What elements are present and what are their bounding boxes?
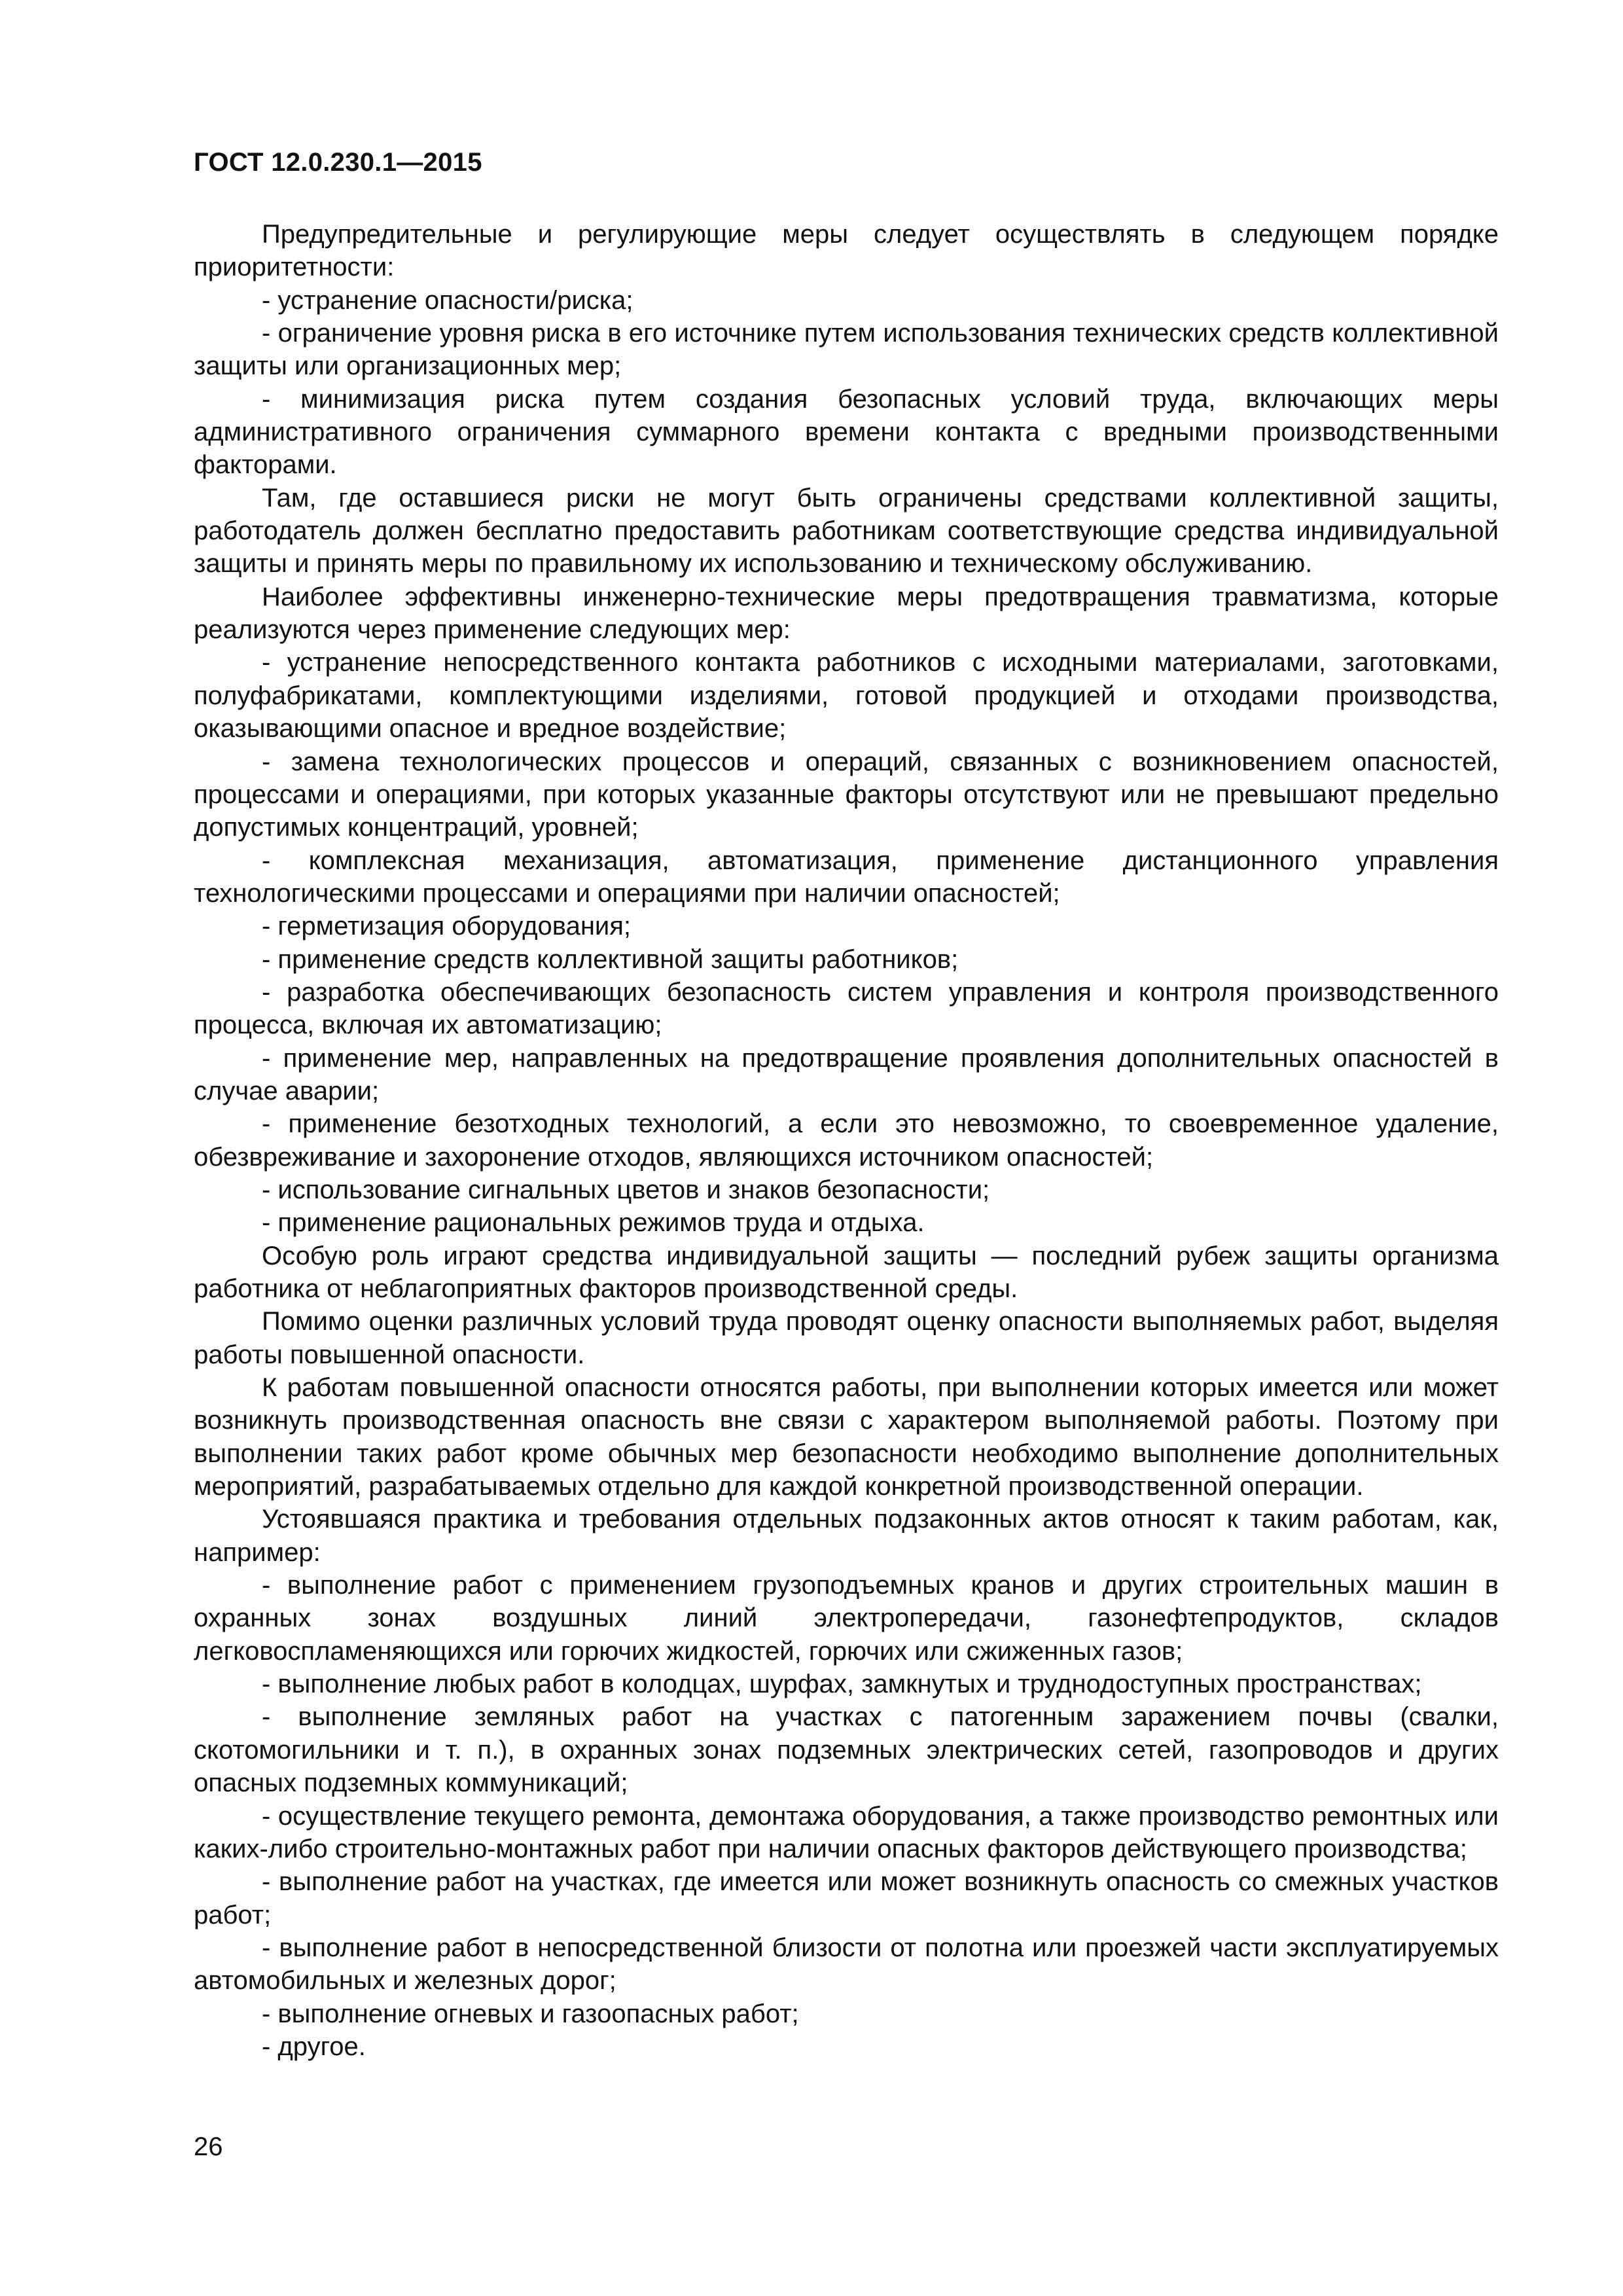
list-item: - применение рациональных режимов труда и отдыха. — [262, 1208, 925, 1238]
paragraph: Устоявшаяся практика и требования отдельных подзаконных актов относят к таким работам, как, например: — [194, 1505, 1499, 1567]
list-item: - применение безотходных технологий, а если это невозможно, то своевременное удаление, обезвреживание и захоронение отходов, являющихся источником опасностей; — [194, 1109, 1499, 1172]
paragraph: Помимо оценки различных условий труда проводят оценку опасности выполняемых работ, выделяя работы повышенной опасности. — [194, 1307, 1499, 1369]
list-item: - разработка обеспечивающих безопасность систем управления и контроля производственного процесса, включая их автоматизацию; — [194, 977, 1499, 1040]
page-number: 26 — [194, 2132, 223, 2161]
paragraph: К работам повышенной опасности относятся работы, при выполнении которых имеется или может возникнуть производственная опасность вне связи с характером выполняемой работы. Поэтому при выполнении таких работ кроме обычных мер безопасности необходимо выполнение дополнительных мероприятий, разрабатываемых отдельно для каждой конкретной производственной операции. — [194, 1373, 1499, 1501]
list-item: - выполнение огневых и газоопасных работ; — [262, 1999, 799, 2028]
paragraph: Предупредительные и регулирующие меры следует осуществлять в следующем порядке приоритетности: — [194, 220, 1499, 282]
list-item: - устранение опасности/риска; — [262, 285, 633, 315]
paragraph: Там, где оставшиеся риски не могут быть ограничены средствами коллективной защиты, работодатель должен бесплатно предоставить работникам соответствующие средства индивидуальной защиты и принять меры по правильному их использованию и техническому обслуживанию. — [194, 483, 1499, 579]
list-item: - использование сигнальных цветов и знаков безопасности; — [262, 1175, 990, 1204]
list-item: - выполнение работ в непосредственной близости от полотна или проезжей части эксплуатируемых автомобильных и железных дорог; — [194, 1933, 1499, 1996]
list-item: - выполнение земляных работ на участках с патогенным заражением почвы (свалки, скотомогильники и т. п.), в охранных зонах подземных электрических сетей, газопроводов и других опасных подземных коммуникаций; — [194, 1702, 1499, 1798]
list-item: - замена технологических процессов и операций, связанных с возникновением опасностей, процессами и операциями, при которых указанные факторы отсутствуют или не превышают предельно допустимых концентраций, уровней; — [194, 747, 1499, 842]
document-body — [194, 218, 1499, 2063]
list-item: - устранение непосредственного контакта работников с исходными материалами, заготовками, полуфабрикатами, комплектующими изделиями, готовой продукцией и отходами производства, оказывающими опасное и вредное воздействие; — [194, 648, 1499, 744]
list-item: - выполнение работ на участках, где имеется или может возникнуть опасность со смежных участков работ; — [194, 1867, 1499, 1929]
list-item: - осуществление текущего ремонта, демонтажа оборудования, а также производство ремонтных или каких-либо строительно-монтажных работ при наличии опасных факторов действующего производства; — [194, 1801, 1499, 1863]
paragraph: Особую роль играют средства индивидуальной защиты — последний рубеж защиты организма работника от неблагоприятных факторов производственной среды. — [194, 1241, 1499, 1303]
list-item: - выполнение работ с применением грузоподъемных кранов и других строительных машин в охранных зонах воздушных линий электропередачи, газонефтепродуктов, складов легковоспламеняющихся или горючих жидкостей, горючих или сжиженных газов; — [194, 1571, 1499, 1666]
list-item: - применение средств коллективной защиты работников; — [262, 944, 959, 974]
paragraph: Наиболее эффективны инженерно-технические меры предотвращения травматизма, которые реализуются через применение следующих мер: — [194, 582, 1499, 645]
list-item: - другое. — [262, 2032, 366, 2061]
list-item: - минимизация риска путем создания безопасных условий труда, включающих меры административного ограничения суммарного времени контакта с вредными производственными факторами. — [194, 384, 1499, 480]
list-item: - выполнение любых работ в колодцах, шурфах, замкнутых и труднодоступных пространствах; — [262, 1670, 1422, 1699]
document-header: ГОСТ 12.0.230.1—2015 — [194, 148, 482, 177]
list-item: - комплексная механизация, автоматизация, применение дистанционного управления технологическими процессами и операциями при наличии опасностей; — [194, 846, 1499, 908]
list-item: - ограничение уровня риска в его источнике путем использования технических средств коллективной защиты или организационных мер; — [194, 319, 1499, 381]
list-item: - герметизация оборудования; — [262, 912, 632, 941]
list-item: - применение мер, направленных на предотвращение проявления дополнительных опасностей в случае аварии; — [194, 1043, 1499, 1105]
